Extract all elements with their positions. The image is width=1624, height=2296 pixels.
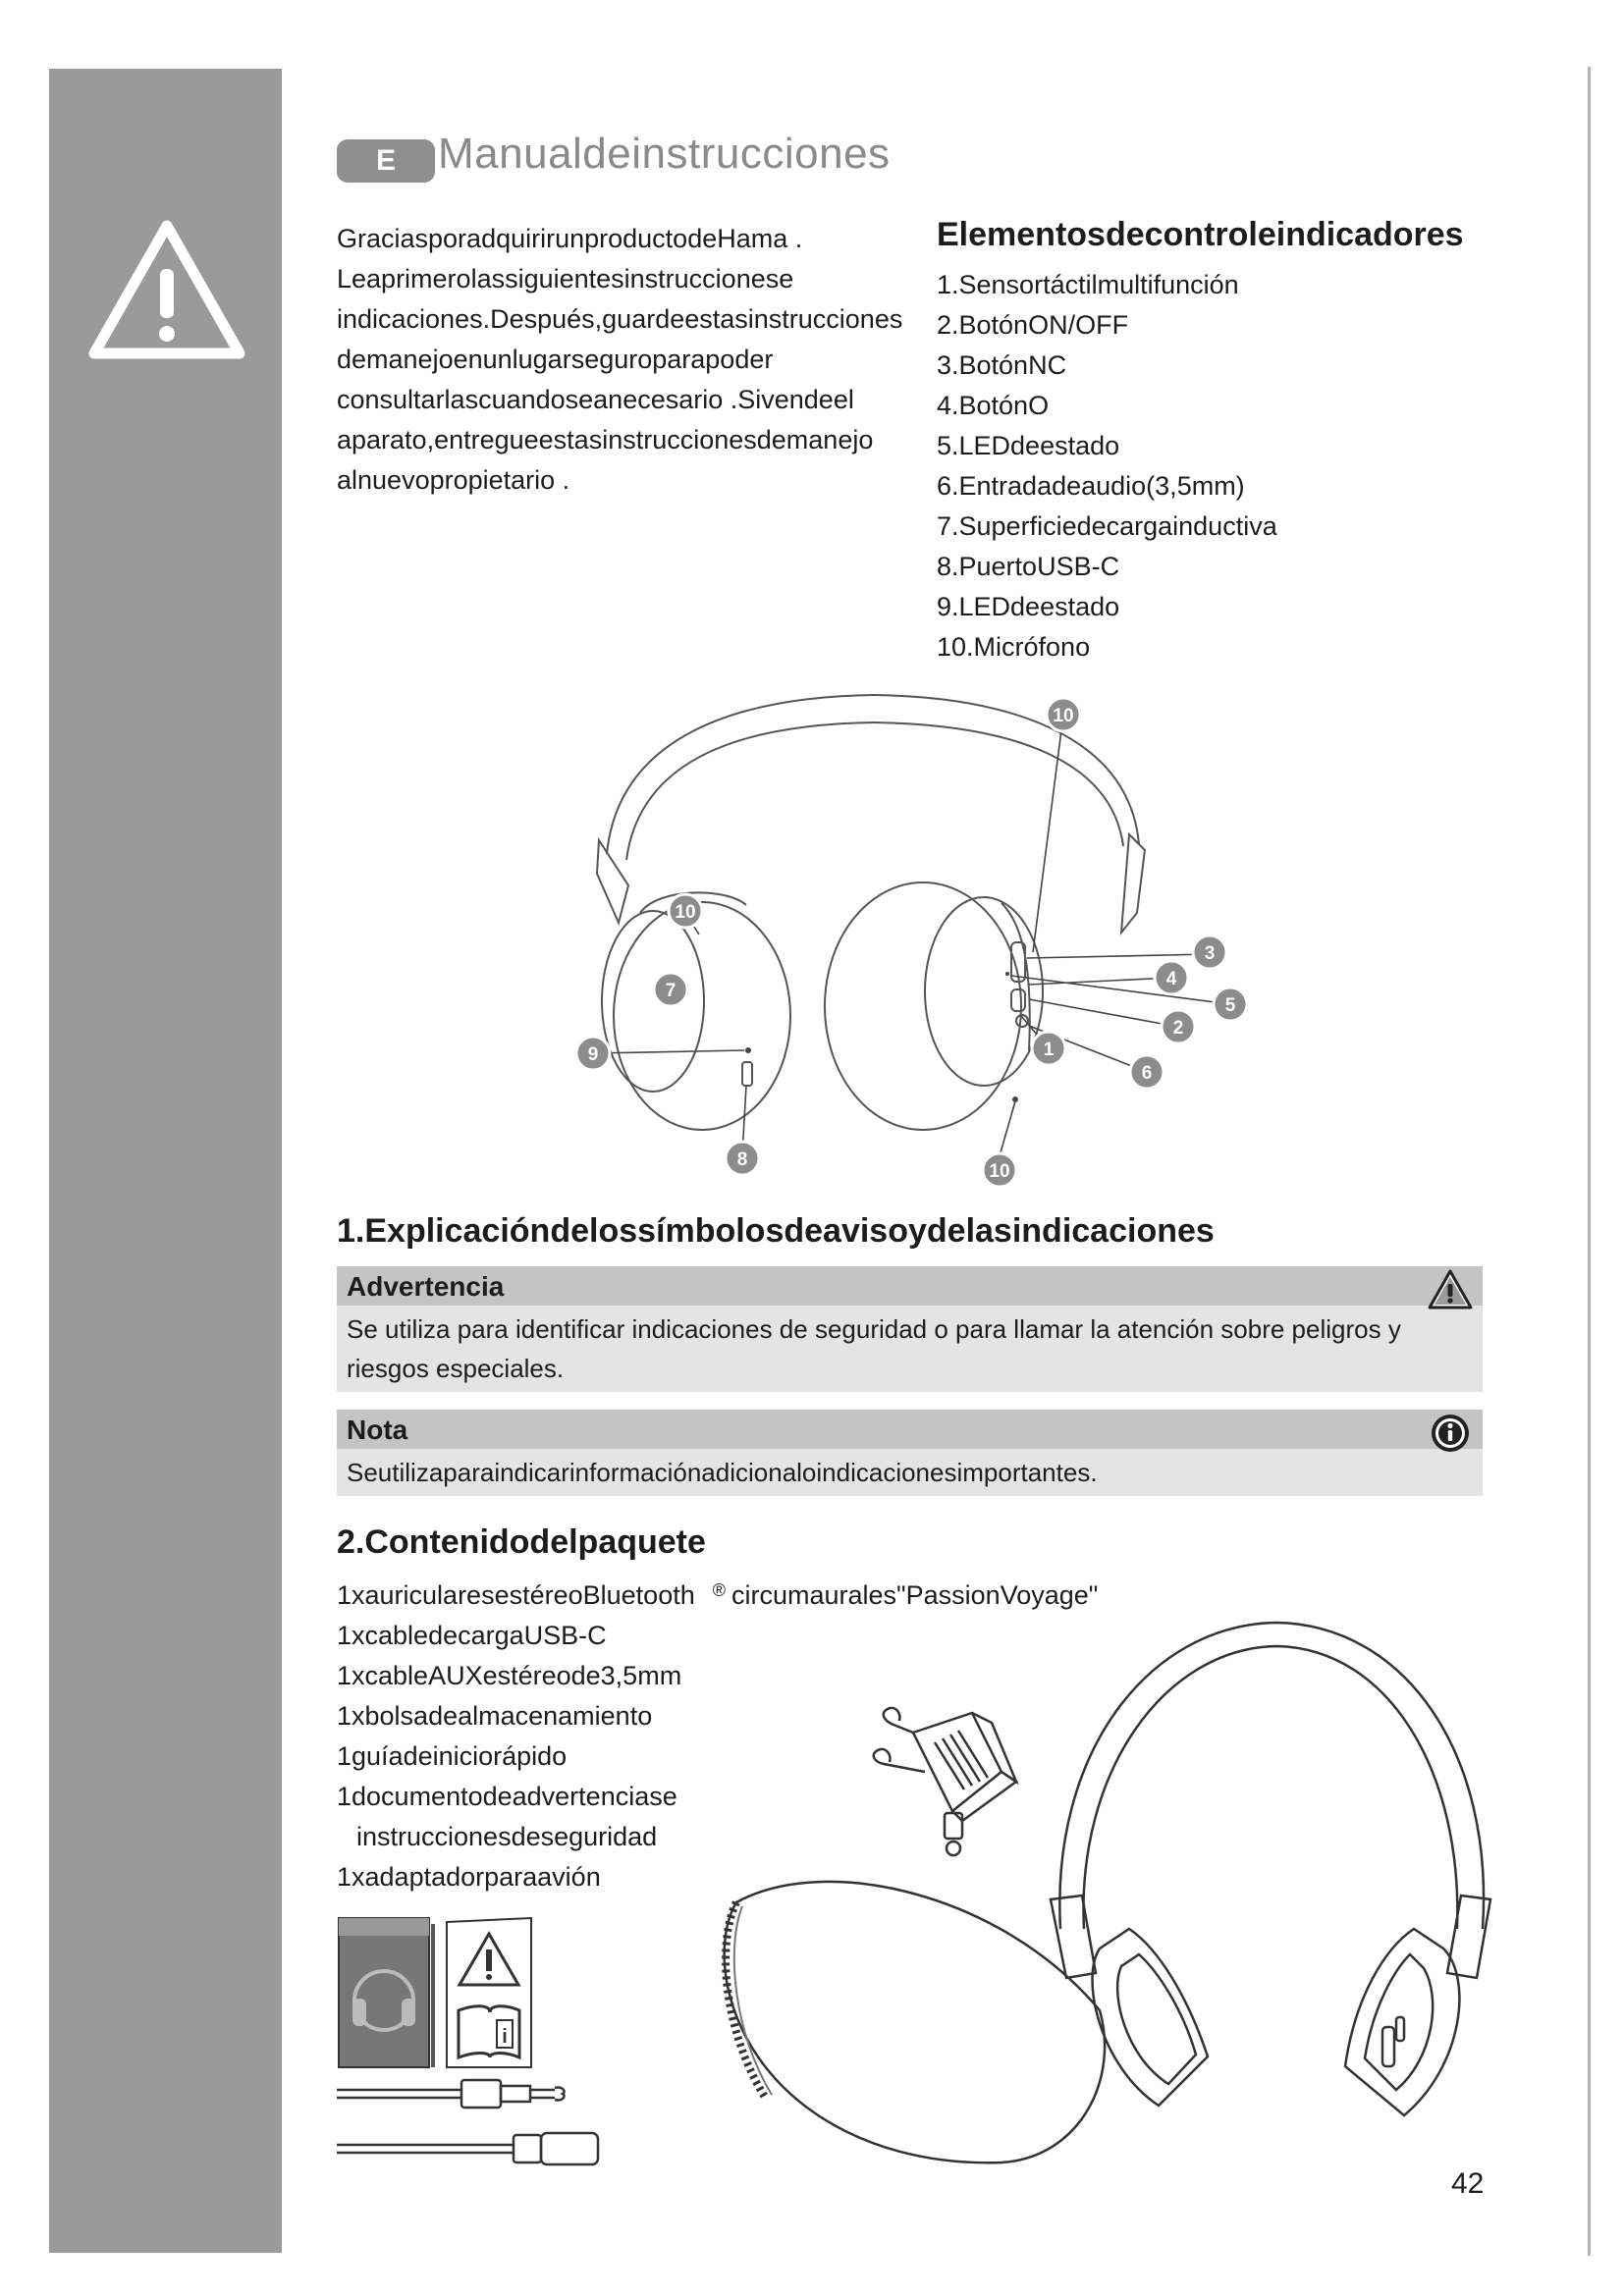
intro-line: GraciasporadquirirunproductodeHama . (337, 224, 803, 253)
control-item: 5.LEDdeestado (937, 431, 1120, 460)
diagram-marker-4 (1155, 961, 1188, 994)
diagram-marker-1 (1032, 1032, 1065, 1065)
marker-label: 7 (665, 981, 677, 1001)
marker-label: 10 (675, 902, 696, 923)
control-item: 6.Entradadeaudio(3,5mm) (937, 471, 1245, 501)
registered-mark: ® (712, 1580, 726, 1600)
marker-label: 6 (1141, 1063, 1153, 1084)
intro-line: Leaprimerolassiguientesinstruccionese (337, 264, 794, 294)
intro-line: alnuevopropietario . (337, 465, 570, 495)
controls-heading: Elementosdecontroleindicadores (937, 216, 1464, 253)
marker-label: 2 (1172, 1018, 1184, 1039)
control-item: 8.PuertoUSB-C (937, 552, 1120, 581)
diagram-marker-10-bottom (983, 1153, 1016, 1187)
package-item: 1xadaptadorparaavión (337, 1862, 601, 1892)
marker-label: 5 (1224, 995, 1236, 1016)
note-box (337, 1410, 1483, 1496)
package-item: 1xbolsadealmacenamiento (337, 1701, 653, 1731)
intro-paragraph (337, 219, 903, 501)
controls-list (937, 265, 1277, 667)
headphone-controls-diagram (550, 677, 1276, 1198)
package-item: 1documentodeadvertenciase (337, 1782, 677, 1811)
page-title: Manualdeinstrucciones (438, 130, 891, 178)
diagram-marker-8 (726, 1142, 759, 1175)
marker-label: 10 (989, 1161, 1010, 1182)
airplane-adapter-illustration (854, 1703, 1021, 1860)
control-item: 1.Sensortáctilmultifunción (937, 270, 1239, 299)
package-item: 1xcabledecargaUSB-C (337, 1621, 607, 1650)
section-1-heading: 1.Explicacióndelossímbolosdeavisoydelasindicaciones (337, 1212, 1215, 1250)
printed-documents-illustration (337, 1914, 538, 2071)
diagram-marker-6 (1130, 1055, 1164, 1089)
cables-illustration (337, 2076, 622, 2174)
info-circle-icon (1428, 1412, 1473, 1455)
control-item: 10.Micrófono (937, 632, 1091, 662)
warning-box (337, 1266, 1483, 1392)
control-item: 4.BotónO (937, 391, 1050, 420)
package-item: 1xcableAUXestéreode3,5mm (337, 1661, 682, 1690)
headphones-illustration (1041, 1605, 1502, 2174)
svg-text:i: i (502, 2026, 508, 2048)
note-text: Seutilizaparaindicarinformaciónadicionaloindicacionesimportantes. (347, 1458, 1098, 1487)
diagram-marker-7 (654, 973, 687, 1006)
page-number: 42 (1451, 2167, 1485, 2200)
marker-label: 3 (1204, 943, 1216, 964)
diagram-marker-9 (576, 1037, 610, 1070)
package-item-text: 1xauricularesestéreoBluetooth (337, 1580, 695, 1610)
warning-title: Advertencia (337, 1266, 1483, 1306)
control-item: 2.BotónON/OFF (937, 310, 1129, 340)
section-2-heading: 2.Contenidodelpaquete (337, 1523, 706, 1561)
note-title: Nota (337, 1410, 1483, 1449)
marker-label: 9 (587, 1044, 599, 1065)
intro-line: indicaciones.Después,guardeestasinstrucciones (337, 304, 903, 334)
marker-label: 1 (1043, 1040, 1055, 1060)
marker-label: 4 (1165, 969, 1177, 989)
package-item-continued: instruccionesdeseguridad (356, 1822, 658, 1851)
intro-line: consultarlascuandoseanecesario .Sivendeel (337, 385, 854, 414)
package-item-text: circumaurales"PassionVoyage" (731, 1580, 1099, 1610)
marker-label: 10 (1053, 706, 1074, 726)
diagram-marker-5 (1214, 988, 1247, 1021)
intro-line: aparato,entregueestasinstruccionesdemanejo (337, 425, 874, 454)
diagram-marker-3 (1193, 935, 1226, 969)
package-item: 1guíadeiniciorápido (337, 1741, 568, 1771)
warning-text: Se utiliza para identificar indicaciones de seguridad o para llamar la atención sobre peligros y riesgos especiales. (347, 1314, 1401, 1383)
warning-triangle-icon (86, 218, 247, 363)
language-tag: E (337, 139, 435, 183)
control-item: 3.BotónNC (937, 350, 1067, 380)
control-item: 7.Superficiedecargainductiva (937, 511, 1277, 541)
sidebar-band (49, 69, 282, 2253)
control-item: 9.LEDdeestado (937, 592, 1120, 621)
diagram-marker-10-left (669, 894, 702, 928)
package-item (337, 1571, 1098, 1616)
warning-triangle-icon (1428, 1268, 1473, 1311)
page-edge-rule (1588, 67, 1591, 2256)
diagram-marker-10-top (1047, 698, 1080, 731)
intro-line: demanejoenunlugarseguroparapoder (337, 345, 774, 374)
marker-label: 8 (736, 1149, 748, 1170)
diagram-marker-2 (1162, 1010, 1195, 1043)
